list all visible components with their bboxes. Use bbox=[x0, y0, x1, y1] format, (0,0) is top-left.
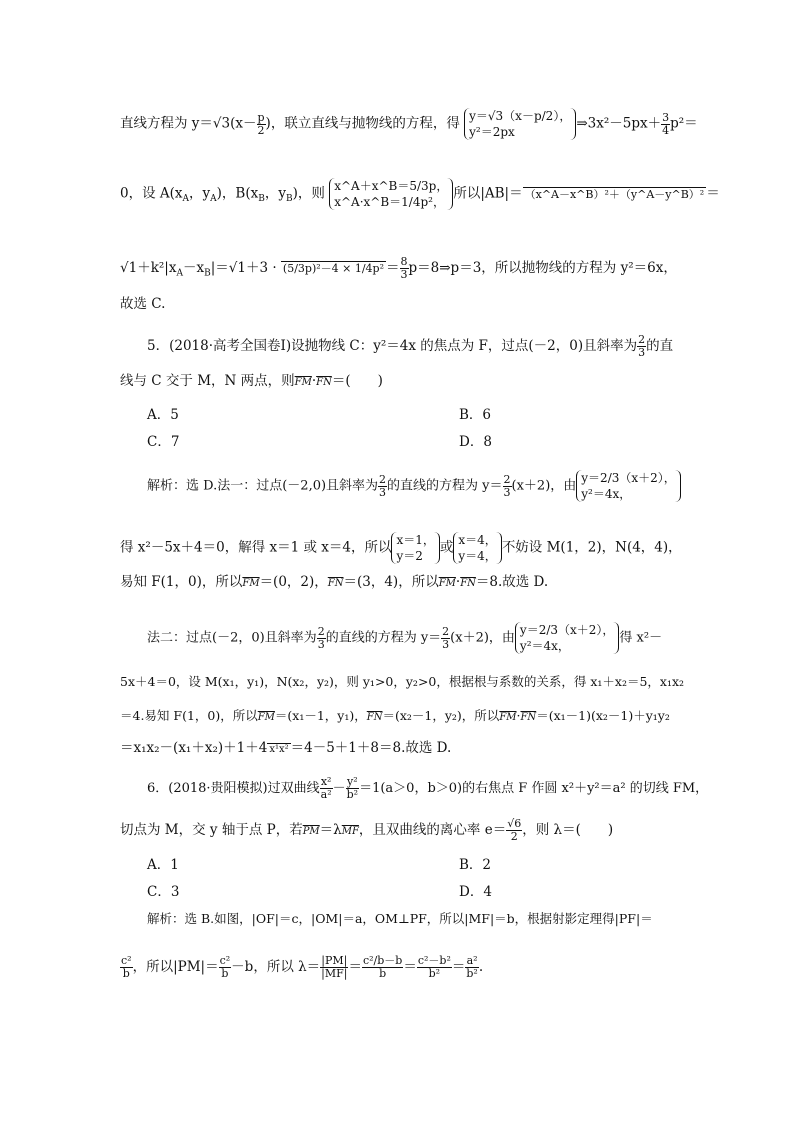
equation-system bbox=[391, 532, 439, 564]
square-root: x¹x² bbox=[269, 744, 289, 755]
text-run: ＝8.故选 D. bbox=[475, 574, 549, 590]
equation-system bbox=[453, 532, 501, 564]
fraction bbox=[320, 776, 333, 801]
text-run: ＝x₁x₂－(x₁＋x₂)＋1＋4 bbox=[120, 740, 268, 756]
fraction bbox=[506, 818, 522, 843]
vector: $\overline{FM}$ bbox=[499, 712, 517, 723]
fraction-numerator: 2 bbox=[442, 624, 450, 638]
text-run: · bbox=[311, 373, 317, 389]
fraction-numerator: |PM| bbox=[321, 954, 348, 967]
text-run: )，联立直线与抛物线的方程，得 bbox=[265, 115, 460, 132]
q5-option-a: A．5 bbox=[147, 407, 179, 423]
equation-system bbox=[329, 178, 453, 210]
text-run: 所以|AB|＝ bbox=[453, 185, 523, 202]
text-run: 法二：过点(－2，0)且斜率为 bbox=[147, 630, 317, 646]
text-run: |＝√1＋3 · bbox=[210, 260, 281, 276]
q6-option-b: B．2 bbox=[459, 857, 492, 873]
fraction-denominator: 3 bbox=[442, 637, 450, 651]
text-run: ＝(3，4)，所以 bbox=[343, 574, 439, 590]
q5-stem-line-2 bbox=[120, 371, 680, 393]
q5-stem-line-1 bbox=[147, 334, 707, 359]
fraction-numerator: 2 bbox=[317, 624, 325, 638]
fraction-denominator: b² bbox=[466, 967, 478, 980]
text-run: . bbox=[478, 959, 484, 975]
q5-method2-line-1 bbox=[147, 622, 707, 654]
fraction-numerator: 8 bbox=[400, 255, 408, 268]
fraction bbox=[503, 474, 512, 499]
text-run: )，则 bbox=[292, 185, 325, 202]
fraction-numerator: x² bbox=[320, 775, 332, 788]
text-run: 得 x²－5x＋4＝0，解得 x＝1 或 x＝4，所以 bbox=[120, 539, 392, 556]
text-run: ，y bbox=[189, 185, 211, 202]
system-row: x＝4， bbox=[458, 533, 497, 547]
fraction-denominator: b² bbox=[428, 967, 441, 980]
fraction-denominator: 3 bbox=[638, 346, 646, 359]
fraction-denominator: b bbox=[122, 967, 130, 980]
fraction bbox=[661, 112, 670, 137]
system-row: x＝1， bbox=[396, 533, 435, 547]
square-root: （x^A－x^B）²＋（y^A－y^B）² bbox=[524, 187, 705, 201]
vector: $\overline{FN}$ bbox=[460, 578, 476, 589]
vector: $\overline{MF}$ bbox=[341, 826, 359, 837]
q5-solution-line-2 bbox=[120, 532, 680, 564]
fraction-numerator: a² bbox=[466, 954, 478, 967]
system-row: y＝4， bbox=[458, 549, 497, 563]
q5-method2-line-3 bbox=[120, 706, 680, 728]
vector: $\overline{FN}$ bbox=[520, 712, 537, 723]
text-run: ＝( ) bbox=[331, 373, 383, 389]
fraction-denominator: 3 bbox=[379, 485, 387, 499]
fraction-numerator: c²/b－b bbox=[362, 954, 403, 967]
fraction-denominator: 3 bbox=[503, 485, 511, 499]
vector: $\overline{FM}$ bbox=[257, 712, 275, 723]
fraction bbox=[441, 626, 450, 651]
text-run: √1＋k²|x bbox=[120, 260, 177, 276]
system-row: y²＝4x， bbox=[519, 639, 570, 653]
text-run: (x＋2)，由 bbox=[450, 630, 515, 646]
text-run: 得 x²－ bbox=[619, 630, 663, 646]
text-run: p＝8⇒p＝3，所以抛物线的方程为 y²＝6x， bbox=[408, 260, 677, 276]
fraction bbox=[465, 955, 478, 980]
fraction-numerator: 2 bbox=[503, 472, 511, 486]
text-run: ，且双曲线的离心率 e＝ bbox=[358, 822, 507, 838]
text-run: ＝ bbox=[386, 260, 400, 276]
text-run: 的直线的方程为 y＝ bbox=[387, 478, 503, 494]
text-run: · bbox=[516, 708, 521, 723]
q4-solution-line-2: 0，设 $A(x_A$，$y_A$)，$B(x_B$，$y_B$)，则 x^A＋x^B＝5/3p， x^A·x^B＝1/4p²， 所以|AB|＝ （x^A－x^B）²＋（y^A－y^B）² ＝ bbox=[120, 179, 720, 209]
system-row: x^A＋x^B＝5/3p， bbox=[334, 179, 449, 193]
text-run: ＝ bbox=[451, 959, 466, 975]
fraction-denominator: 3 bbox=[317, 637, 325, 651]
system-row: y＝2 bbox=[396, 549, 423, 563]
text-run: 0，设 A(x bbox=[120, 185, 183, 202]
fraction bbox=[320, 955, 348, 980]
fraction-denominator: 2 bbox=[510, 830, 518, 843]
q6-option-a: A．1 bbox=[147, 857, 179, 873]
text-run: ＝(x₁－1，y₁)， bbox=[274, 708, 367, 723]
q4-solution-line-4: 故选 C. bbox=[120, 296, 166, 312]
equation-system bbox=[515, 622, 620, 654]
fraction bbox=[317, 626, 326, 651]
system-row: x^A·x^B＝1/4p²， bbox=[334, 195, 445, 209]
text-run: ＝ bbox=[403, 959, 417, 975]
vector: $\overline{FN}$ bbox=[366, 712, 383, 723]
text-run: )，B(x bbox=[216, 185, 259, 202]
text-run: 的直线的方程为 y＝ bbox=[325, 630, 442, 646]
text-run: ⇒3x²－5px＋ bbox=[576, 115, 662, 132]
q5-option-b: B．6 bbox=[459, 407, 492, 423]
vector: $\overline{FM}$ bbox=[242, 578, 260, 589]
fraction bbox=[417, 955, 452, 980]
text-run: 易知 F(1，0)，所以 bbox=[120, 574, 243, 590]
q5-method2-line-2: 5x＋4＝0，设 M(x₁，y₁)，N(x₂，y₂)，则 y₁>0，y₂>0，根据根与系数的关系，得 x₁＋x₂＝5，x₁x₂ bbox=[120, 674, 685, 689]
equation-system bbox=[464, 108, 576, 140]
text-run: 直线方程为 y＝√3(x－ bbox=[120, 115, 257, 132]
square-root: (5/3p)²－4 × 1/4p² bbox=[282, 262, 385, 275]
system-row: y＝√3（x－p/2）， bbox=[469, 109, 572, 123]
q6-stem-line-2 bbox=[120, 818, 680, 843]
fraction-numerator: 2 bbox=[379, 472, 387, 486]
fraction-denominator: 2 bbox=[257, 123, 265, 137]
fraction bbox=[257, 112, 266, 137]
text-run: －x bbox=[182, 260, 205, 276]
fraction-denominator: 3 bbox=[400, 268, 408, 281]
q6-solution-line-2 bbox=[120, 955, 680, 980]
fraction-numerator: 3 bbox=[662, 110, 670, 124]
vector: $\overline{FN}$ bbox=[327, 578, 344, 589]
fraction-denominator: |MF| bbox=[321, 967, 348, 980]
fraction-numerator: c²－b² bbox=[417, 954, 451, 967]
fraction-numerator: c² bbox=[219, 954, 231, 967]
text-run: ＝(0，2)， bbox=[259, 574, 328, 590]
text-run: ，所以|PM|＝ bbox=[132, 959, 219, 975]
fraction-numerator: p bbox=[257, 110, 265, 124]
fraction bbox=[378, 474, 387, 499]
text-run: 6．(2018·贵阳模拟)过双曲线 bbox=[147, 781, 320, 796]
fraction bbox=[400, 256, 409, 281]
equation-system bbox=[576, 470, 681, 502]
text-run: p²＝ bbox=[670, 115, 698, 132]
text-run: ＝λ bbox=[319, 822, 342, 838]
text-run: ＝4.易知 F(1，0)，所以 bbox=[120, 708, 258, 723]
q6-option-d: D．4 bbox=[459, 884, 492, 900]
fraction bbox=[346, 776, 359, 801]
vector: $\overline{FN}$ bbox=[316, 377, 332, 388]
system-row: y＝2/3（x＋2）， bbox=[581, 471, 676, 485]
text-run: ，则 λ＝( ) bbox=[522, 822, 614, 838]
q6-stem-line-1 bbox=[147, 776, 707, 801]
fraction bbox=[362, 955, 403, 980]
text-run: 5．(2018·高考全国卷Ⅰ)设抛物线 C：y²＝4x 的焦点为 F，过点(－2，0)且斜率为 bbox=[147, 338, 638, 354]
q4-solution-line-3: $√1+k^2|x_A-x_B|=√1+3 \cdot (5/3p)^2-4 \times 1/4p^2$ ＝ $\frac{8}{3}$ p＝8⇒p＝3，所以抛物线的方程为 y²＝6x， bbox=[120, 255, 677, 281]
text-run: ＝(x₂－1，y₂)，所以 bbox=[382, 708, 500, 723]
text-run: 不妨设 M(1，2)，N(4，4)， bbox=[501, 539, 682, 556]
text-run: ＝(x₁－1)(x₂－1)＋y₁y₂ bbox=[536, 708, 670, 723]
system-row: y²＝2px bbox=[469, 125, 515, 139]
q6-option-c: C．3 bbox=[147, 884, 180, 900]
q5-solution-line-3 bbox=[120, 572, 680, 594]
text-run: －b，所以 λ＝ bbox=[231, 959, 321, 975]
fraction-denominator: 4 bbox=[662, 123, 670, 137]
fraction-denominator: a² bbox=[320, 788, 332, 801]
text-run: 切点为 M，交 y 轴于点 P，若 bbox=[120, 822, 303, 838]
text-run: ，y bbox=[264, 185, 286, 202]
text-run: 或 bbox=[439, 539, 454, 556]
fraction bbox=[120, 955, 133, 980]
q6-solution-line-1: 解析：选 B.如图，|OF|＝c，|OM|＝a，OM⊥PF，所以|MF|＝b，根据射影定理得|PF|＝ bbox=[147, 911, 653, 926]
q5-option-c: C．7 bbox=[147, 434, 180, 450]
fraction-denominator: b² bbox=[346, 788, 359, 801]
text-run: ＝1(a＞0，b＞0)的右焦点 F 作圆 x²＋y²＝a² 的切线 FM， bbox=[359, 781, 709, 796]
fraction bbox=[637, 334, 646, 359]
system-row: y＝2/3（x＋2）， bbox=[519, 623, 615, 637]
text-run: ＝ bbox=[348, 959, 362, 975]
text-run: 线与 C 交于 M，N 两点，则 bbox=[120, 373, 295, 389]
fraction-numerator: c² bbox=[121, 954, 132, 967]
system-row: y²＝4x， bbox=[581, 487, 632, 501]
fraction-numerator: √6 bbox=[507, 817, 522, 830]
fraction-denominator: b bbox=[379, 967, 387, 980]
text-run: · bbox=[455, 574, 461, 590]
vector: $\overline{FM}$ bbox=[438, 578, 456, 589]
text-run: ＝4－5＋1＋8＝8.故选 D. bbox=[290, 740, 452, 756]
fraction bbox=[219, 955, 232, 980]
text-run: (x＋2)，由 bbox=[511, 478, 577, 494]
text-run: 的直 bbox=[646, 338, 674, 354]
text-run: 解析：选 D.法一：过点(－2,0)且斜率为 bbox=[147, 478, 379, 494]
vector: $\overline{PM}$ bbox=[302, 826, 320, 837]
text-run: ＝ bbox=[706, 185, 720, 202]
q5-solution-line-1 bbox=[147, 470, 707, 502]
vector: $\overline{FM}$ bbox=[294, 377, 312, 388]
q5-method2-line-4 bbox=[120, 738, 680, 760]
text-run: － bbox=[332, 781, 346, 796]
fraction-numerator: 2 bbox=[638, 333, 646, 346]
q5-option-d: D．8 bbox=[459, 434, 492, 450]
q4-solution-line-1 bbox=[120, 108, 698, 140]
fraction-numerator: y² bbox=[347, 775, 358, 788]
fraction-denominator: b bbox=[221, 967, 229, 980]
